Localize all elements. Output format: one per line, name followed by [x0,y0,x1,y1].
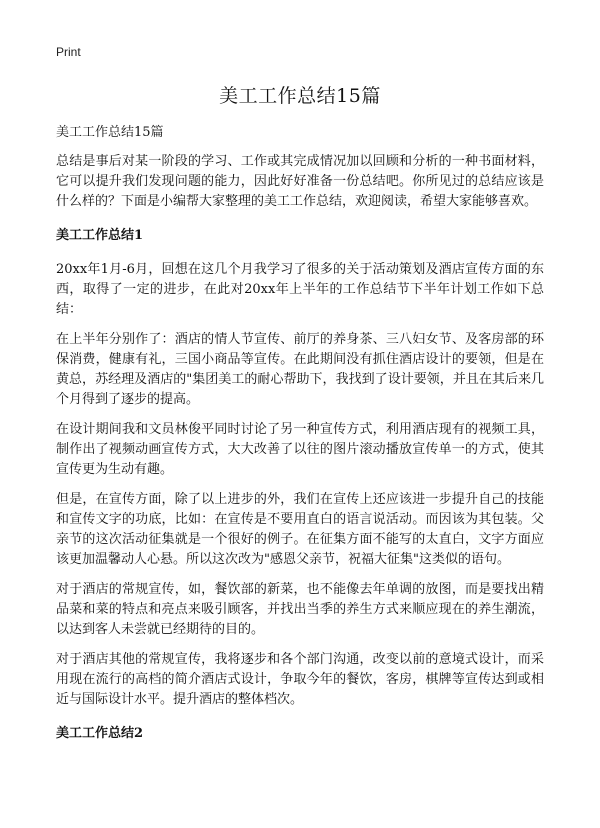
section-1-paragraph-3: 在设计期间我和文员林俊平同时讨论了另一种宣传方式，利用酒店现有的视频工具，制作出了视频动画宣传方式，大大改善了以往的图片滚动播放宣传单一的方式，使其宣传更为生动有趣。 [56,422,544,477]
section-heading-2: 美工工作总结2 [56,726,144,741]
intro-paragraph: 总结是事后对某一阶段的学习、工作或其完成情况加以回顾和分析的一种书面材料，它可以提升我们发现问题的能力，因此好好准备一份总结吧。你所见过的总结应该是什么样的？下面是小编帮大家整理的美工工作总结，欢迎阅读，希望大家能够喜欢。 [56,154,544,209]
section-1-paragraph-4: 但是，在宣传方面，除了以上进步的外，我们在宣传上还应该进一步提升自己的技能和宣传文字的功底，比如：在宣传是不要用直白的语言说活动。而因该为其包装。父亲节的这次活动征集就是一个很好的例子。在征集方面不能写的太直白，文字方面应该更加温馨动人心悬。所以这次改为"感恩父亲节，祝福大征集"这类似的语句。 [56,492,544,567]
print-link[interactable]: Print [56,45,81,59]
section-1-paragraph-6: 对于酒店其他的常规宣传，我将逐步和各个部门沟通，改变以前的意境式设计，而采用现在流行的高档的简介酒店式设计，争取今年的餐饮，客房，棋牌等宣传达到或相近与国际设计水平。提升酒店的整体档次。 [56,652,544,707]
section-heading-1: 美工工作总结1 [56,228,144,243]
document-title: 美工工作总结15篇 [219,85,381,107]
section-1-paragraph-5: 对于酒店的常规宣传，如，餐饮部的新菜，也不能像去年单调的放图，而是要找出精品菜和菜的特点和亮点来吸引顾客，并找出当季的养生方式来顺应现在的养生潮流，以达到客人未尝就已经期待的目的。 [56,582,544,637]
section-1-paragraph-1: 20xx年1月-6月，回想在这几个月我学习了很多的关于活动策划及酒店宣传方面的东西，取得了一定的进步，在此对20xx年上半年的工作总结节下半年计划工作如下总结： [56,262,544,317]
document-subtitle: 美工工作总结15篇 [56,125,164,140]
section-1-paragraph-2: 在上半年分别作了：酒店的情人节宣传、前厅的养身茶、三八妇女节、及客房部的环保消费，健康有礼，三国小商品等宣传。在此期间没有抓住酒店设计的要领，但是在黄总，苏经理及酒店的"集团美工的耐心帮助下，我找到了设计要领，并且在其后来几个月得到了逐步的提高。 [56,332,544,407]
